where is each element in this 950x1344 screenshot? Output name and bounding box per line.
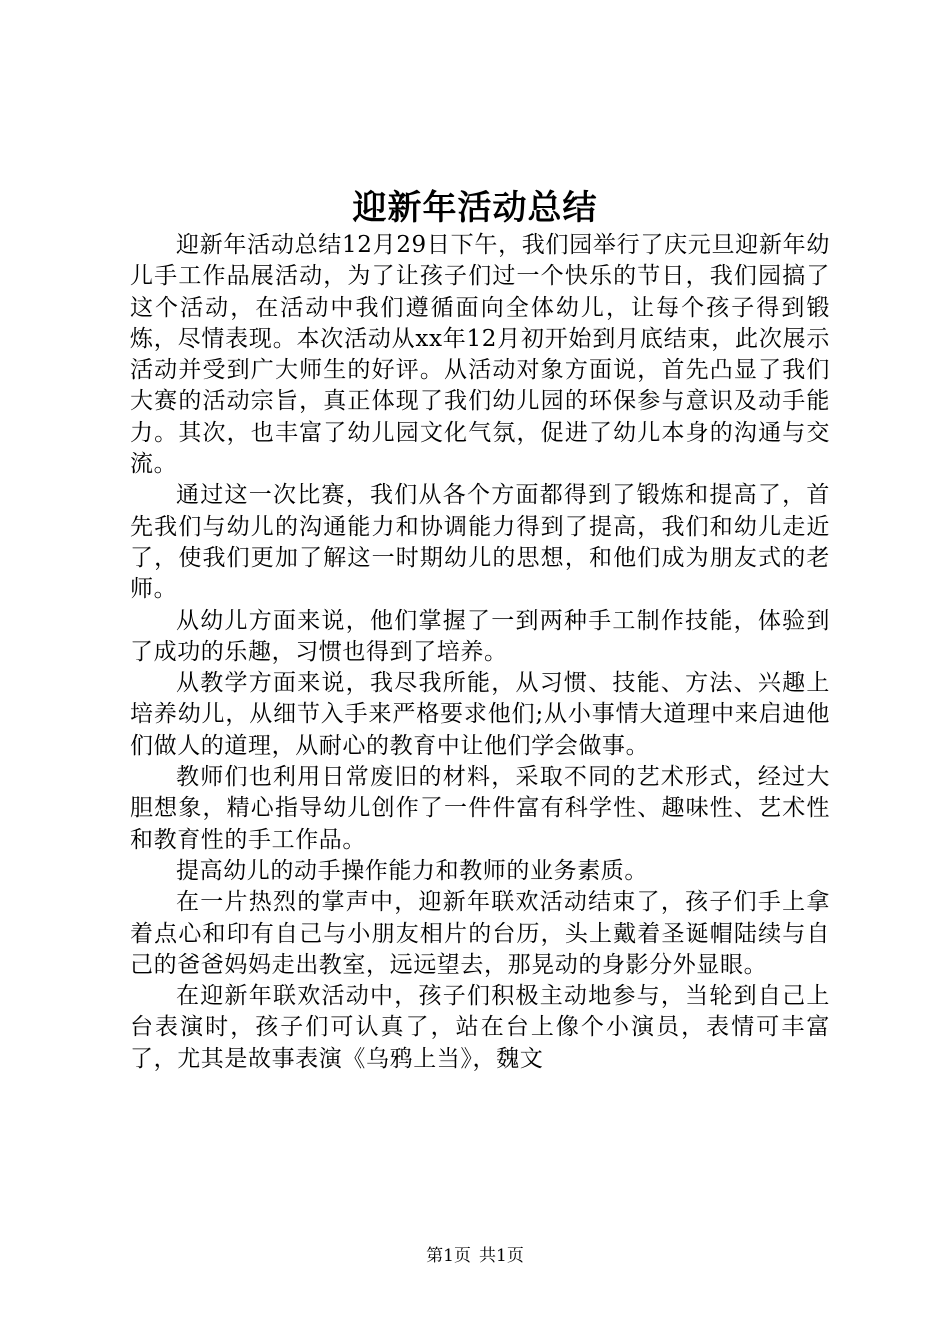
page-footer <box>0 1244 950 1268</box>
page-total: 共1页 <box>479 1246 524 1266</box>
paragraph: 从幼儿方面来说，他们掌握了一到两种手工制作技能，体验到了成功的乐趣，习惯也得到了培养。 <box>130 607 830 665</box>
document-body <box>130 230 830 1075</box>
document-title: 迎新年活动总结 <box>352 188 598 228</box>
paragraph: 通过这一次比赛，我们从各个方面都得到了锻炼和提高了，首先我们与幼儿的沟通能力和协调能力得到了提高，我们和幼儿走近了，使我们更加了解这一时期幼儿的思想，和他们成为朋友式的老师。 <box>130 482 830 603</box>
paragraph: 提高幼儿的动手操作能力和教师的业务素质。 <box>176 857 648 884</box>
paragraph: 在一片热烈的掌声中，迎新年联欢活动结束了，孩子们手上拿着点心和印有自己与小朋友相片的台历，头上戴着圣诞帽陆续与自己的爸爸妈妈走出教室，远远望去，那晃动的身影分外显眼。 <box>130 889 830 978</box>
paragraph: 从教学方面来说，我尽我所能，从习惯、技能、方法、兴趣上培养幼儿，从细节入手来严格要求他们;从小事情大道理中来启迪他们做人的道理，从耐心的教育中让他们学会做事。 <box>130 670 830 759</box>
page-number: 第1页 <box>426 1246 471 1266</box>
paragraph: 教师们也利用日常废旧的材料，采取不同的艺术形式，经过大胆想象，精心指导幼儿创作了一件件富有科学性、趣味性、艺术性和教育性的手工作品。 <box>130 764 830 853</box>
paragraph: 迎新年活动总结12月29日下午，我们园举行了庆元旦迎新年幼儿手工作品展活动，为了让孩子们过一个快乐的节日，我们园搞了这个活动，在活动中我们遵循面向全体幼儿，让每个孩子得到锻炼，尽情表现。本次活动从xx年12月初开始到月底结束，此次展示活动并受到广大师生的好评。从活动对象方面说，首先凸显了我们大赛的活动宗旨，真正体现了我们幼儿园的环保参与意识及动手能力。其次，也丰富了幼儿园文化气氛，促进了幼儿本身的沟通与交流。 <box>130 232 830 478</box>
paragraph: 在迎新年联欢活动中，孩子们积极主动地参与，当轮到自己上台表演时，孩子们可认真了，站在台上像个小演员，表情可丰富了，尤其是故事表演《乌鸦上当》，魏文 <box>130 983 830 1072</box>
